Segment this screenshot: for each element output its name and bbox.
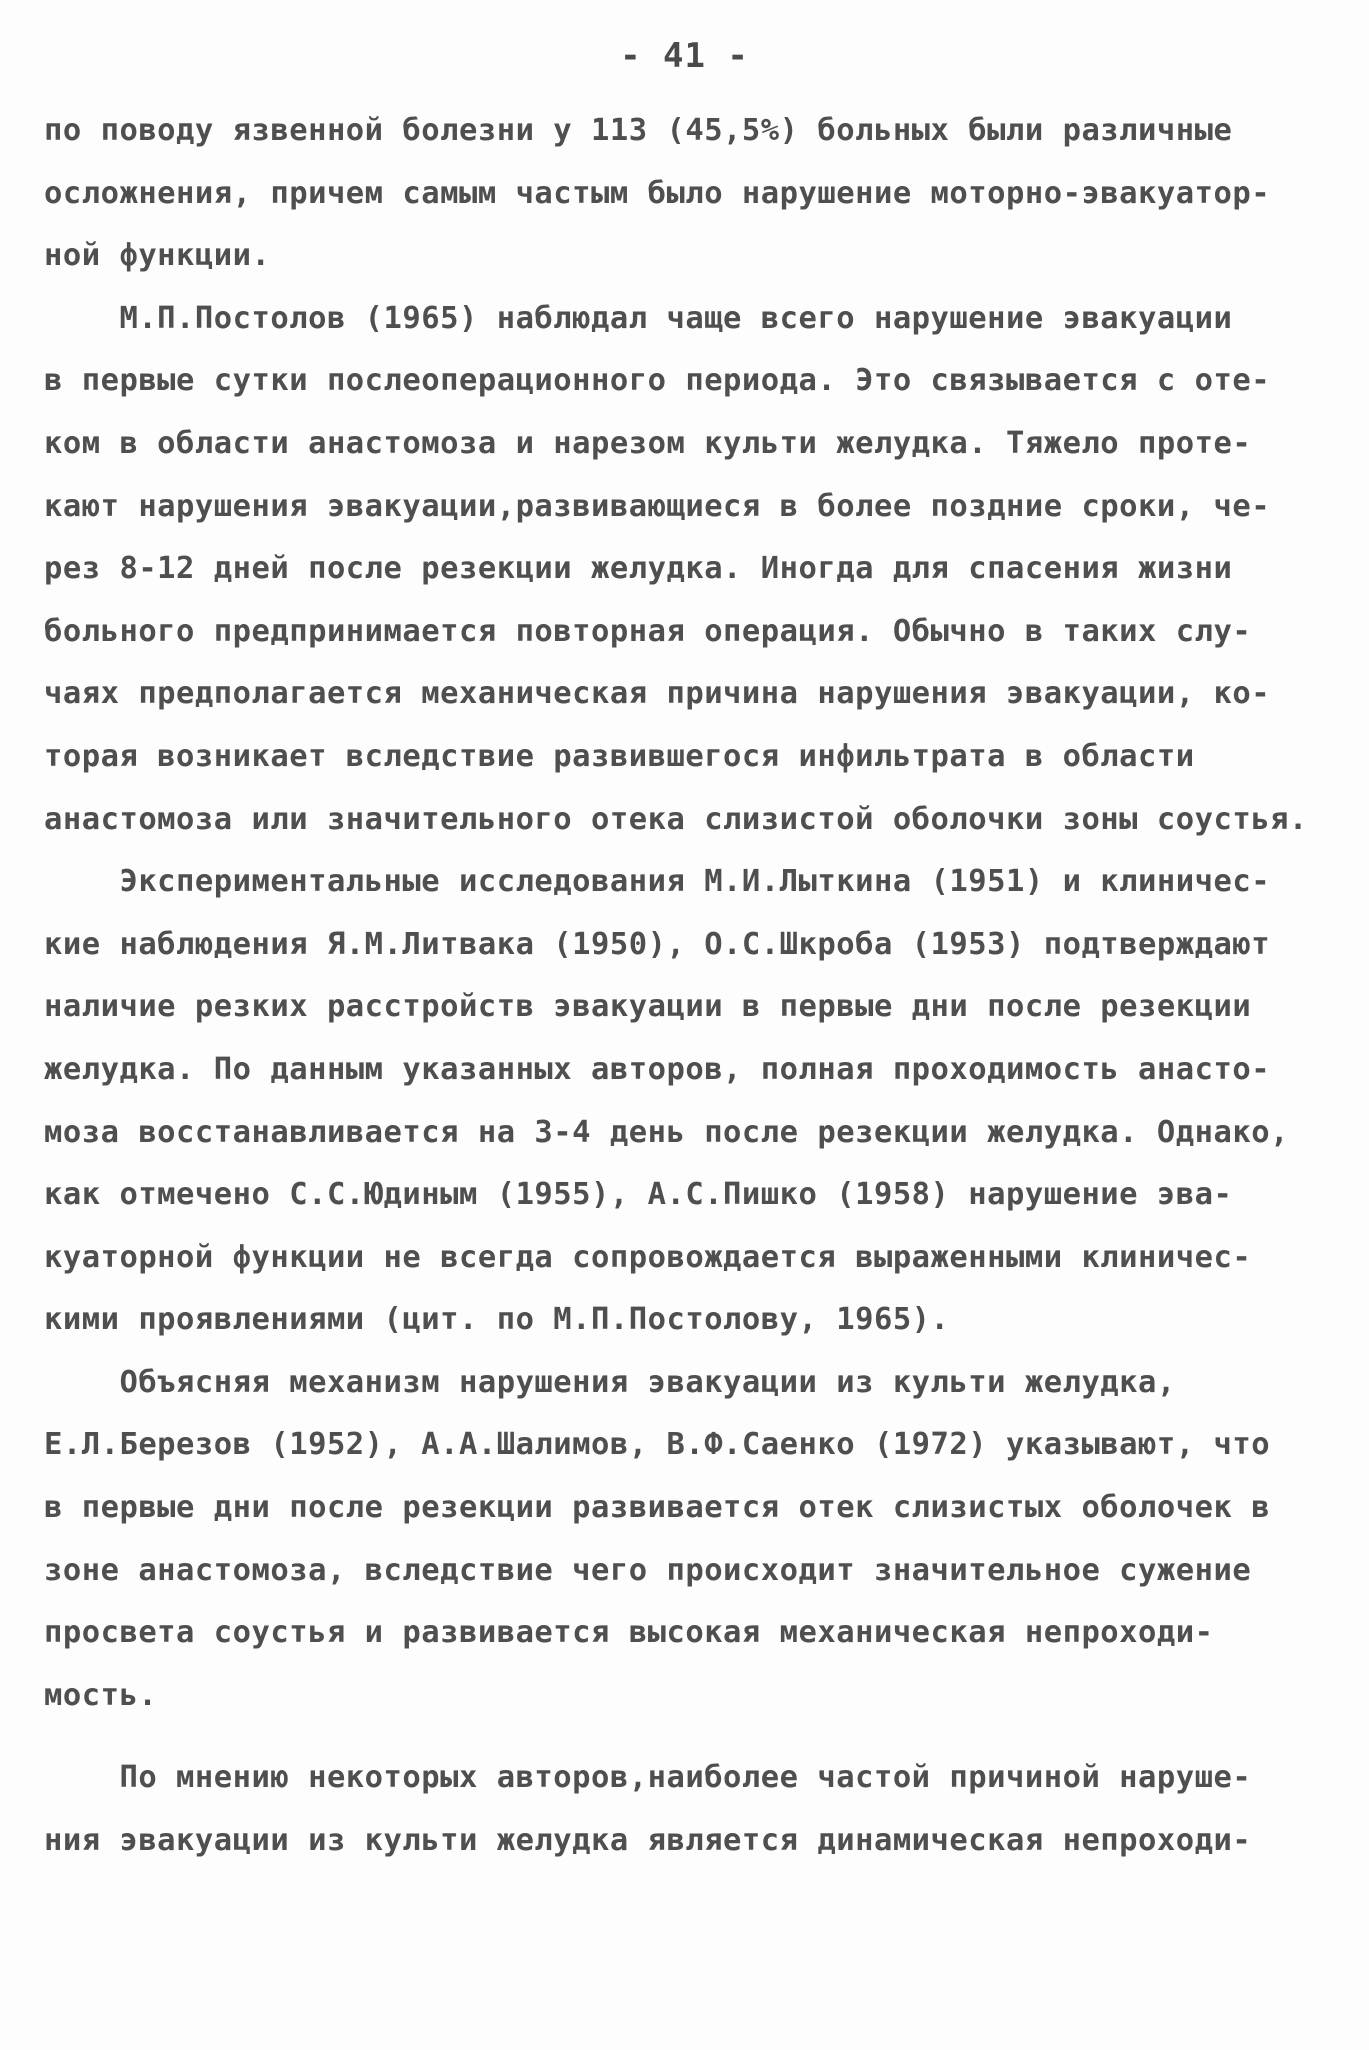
text-line: желудка. По данным указанных авторов, полная проходимость анасто-	[44, 1051, 1271, 1087]
text-line: мость.	[44, 1677, 158, 1713]
text-line: По мнению некоторых авторов,наиболее частой причиной наруше-	[44, 1760, 1252, 1796]
text-line: моза восстанавливается на 3-4 день после резекции желудка. Однако,	[44, 1114, 1289, 1150]
text-line: зоне анастомоза, вследствие чего происходит значительное сужение	[44, 1552, 1252, 1588]
text-line: рез 8-12 дней после резекции желудка. Иногда для спасения жизни	[44, 551, 1233, 587]
text-line: наличие резких расстройств эвакуации в первые дни после резекции	[44, 989, 1252, 1025]
text-line: ком в области анастомоза и нарезом культи желудка. Тяжело проте-	[44, 425, 1252, 461]
text-line: М.П.Постолов (1965) наблюдал чаще всего нарушение эвакуации	[44, 300, 1233, 336]
body-text	[44, 100, 1334, 1873]
text-line: просвета соустья и развивается высокая механическая непроходи-	[44, 1615, 1214, 1651]
text-line: больного предпринимается повторная операция. Обычно в таких слу-	[44, 613, 1252, 649]
text-line: Е.Л.Березов (1952), А.А.Шалимов, В.Ф.Саенко (1972) указывают, что	[44, 1427, 1271, 1463]
text-line: по поводу язвенной болезни у 113 (45,5%) больных были различные	[44, 113, 1233, 148]
text-line: кими проявлениями (цит. по М.П.Постолову, 1965).	[44, 1302, 950, 1338]
paragraph-gap	[44, 1727, 1334, 1747]
page-number: - 41 -	[620, 36, 749, 76]
text-line: как отмечено С.С.Юдиным (1955), А.С.Пишко (1958) нарушение эва-	[44, 1177, 1233, 1213]
text-line: в первые сутки послеоперационного периода. Это связывается с оте-	[44, 363, 1271, 399]
text-line: Экспериментальные исследования М.И.Лыткина (1951) и клиничес-	[44, 864, 1271, 900]
text-line: ния эвакуации из культи желудка является динамическая непроходи-	[44, 1823, 1252, 1859]
text-line: ной функции.	[44, 238, 271, 274]
text-line: кие наблюдения Я.М.Литвака (1950), О.С.Шкроба (1953) подтверждают	[44, 926, 1271, 962]
text-line: в первые дни после резекции развивается отек слизистых оболочек в	[44, 1490, 1271, 1526]
text-line: торая возникает вследствие развившегося инфильтрата в области	[44, 738, 1195, 774]
text-line: кают нарушения эвакуации,развивающиеся в более поздние сроки, че-	[44, 488, 1271, 524]
text-line: куаторной функции не всегда сопровождается выраженными клиничес-	[44, 1239, 1252, 1275]
text-line: Объясняя механизм нарушения эвакуации из культи желудка,	[44, 1364, 1176, 1400]
text-line: осложнения, причем самым частым было нарушение моторно-эвакуатор-	[44, 175, 1271, 211]
text-line: анастомоза или значительного отека слизистой оболочки зоны соустья.	[44, 801, 1308, 837]
text-line: чаях предполагается механическая причина нарушения эвакуации, ко-	[44, 676, 1271, 712]
